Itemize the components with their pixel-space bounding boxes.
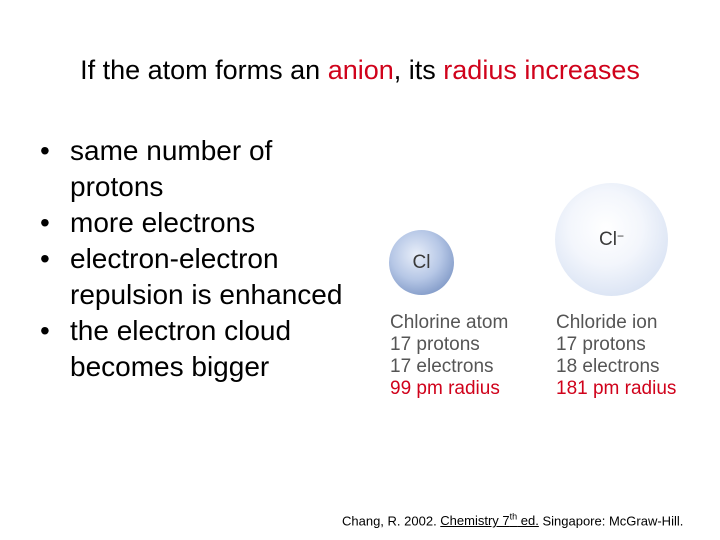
title-radius-increases: radius increases [443, 55, 640, 85]
chlorine-atom-protons: 17 protons [390, 334, 480, 355]
chloride-ion-electrons: 18 electrons [556, 356, 660, 377]
slide-title [0, 50, 720, 90]
bullet-item [36, 241, 356, 313]
citation-book: Chemistry 7th ed. [440, 512, 539, 529]
bullet-dot: • [40, 243, 50, 274]
citation-edition: ed. [517, 513, 539, 529]
bullet-dot: • [40, 315, 50, 346]
bullet-text: electron-electron repulsion is enhanced [70, 243, 343, 310]
chloride-ion-protons: 17 protons [556, 334, 646, 355]
title-text-1: If the atom forms an [80, 55, 328, 85]
bullet-text: more electrons [70, 207, 256, 238]
bullet-text: same number of protons [70, 135, 273, 202]
bullet-dot: • [40, 207, 50, 238]
bullet-item [36, 133, 356, 205]
chlorine-atom-electrons: 17 electrons [390, 356, 494, 377]
bullet-list [36, 133, 356, 385]
bullet-dot: • [40, 135, 50, 166]
chloride-ion-radius: 181 pm radius [556, 378, 677, 399]
chloride-ion-sphere [555, 183, 668, 296]
chlorine-atom-info [390, 312, 508, 400]
citation [342, 512, 683, 528]
chlorine-atom-symbol: Cl [412, 251, 431, 273]
title-text-2: , its [393, 55, 444, 85]
chlorine-atom-sphere [389, 230, 454, 295]
chloride-ion-name: Chloride ion [556, 312, 658, 333]
citation-publisher: Singapore: McGraw-Hill. [538, 513, 684, 529]
bullet-item [36, 313, 356, 385]
chloride-ion-symbol: Cl [599, 228, 617, 250]
chloride-ion-info [556, 312, 676, 400]
citation-author: Chang, R. 2002. [342, 513, 441, 529]
chloride-ion-charge: − [616, 228, 624, 243]
title-anion: anion [327, 55, 394, 85]
citation-edition-sup: th [509, 512, 518, 522]
bullet-text: the electron cloud becomes bigger [70, 315, 292, 382]
bullet-item [36, 205, 356, 241]
chlorine-atom-name: Chlorine atom [390, 312, 509, 333]
chlorine-atom-radius: 99 pm radius [390, 378, 500, 399]
